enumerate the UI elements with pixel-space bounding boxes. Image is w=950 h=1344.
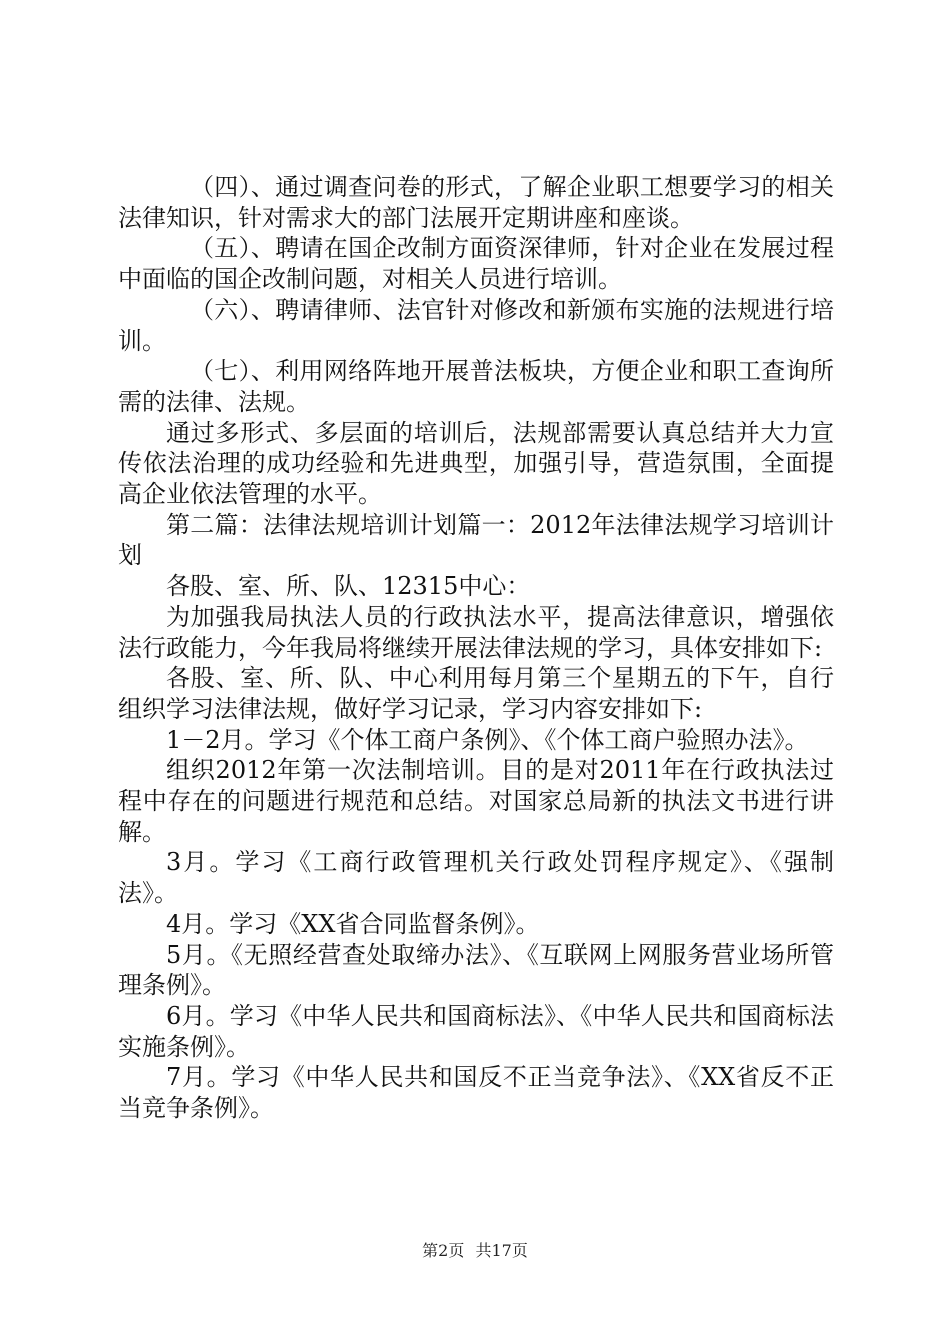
paragraph-item-5: （五）、聘请在国企改制方面资深律师，针对企业在发展过程中面临的国企改制问题，对相关人员进行培训。	[118, 234, 834, 294]
paragraph-schedule-note: 各股、室、所、队、中心利用每月第三个星期五的下午，自行组织学习法律法规，做好学习记录，学习内容安排如下:	[118, 664, 834, 723]
schedule-item-march: 3月。学习《工商行政管理机关行政处罚程序规定》、《强制法》。	[118, 848, 834, 908]
schedule-item-july: 7月。学习《中华人民共和国反不正当竞争法》、《XX省反不正当竞争条例》。	[118, 1063, 834, 1123]
paragraph-item-6: （六）、聘请律师、法官针对修改和新颁布实施的法规进行培训。	[118, 295, 834, 355]
schedule-item-june: 6月。学习《中华人民共和国商标法》、《中华人民共和国商标法实施条例》。	[118, 1001, 834, 1061]
schedule-item-training: 组织2012年第一次法制培训。目的是对2011年在行政执法过程中存在的问题进行规范和总结。对国家总局新的执法文书进行讲解。	[118, 756, 834, 846]
paragraph-summary: 通过多形式、多层面的培训后，法规部需要认真总结并大力宣传依法治理的成功经验和先进典型，加强引导，营造氛围，全面提高企业依法管理的水平。	[118, 418, 834, 509]
schedule-item-april: 4月。学习《XX省合同监督条例》。	[166, 909, 540, 938]
paragraph-item-4: （四）、通过调查问卷的形式，了解企业职工想要学习的相关法律知识，针对需求大的部门法展开定期讲座和座谈。	[118, 173, 834, 232]
page-footer	[0, 1238, 950, 1261]
schedule-item-may: 5月。《无照经营查处取缔办法》、《互联网上网服务营业场所管理条例》。	[118, 940, 834, 1000]
addressee-line: 各股、室、所、队、12315中心：	[166, 572, 531, 601]
paragraph-item-7: （七）、利用网络阵地开展普法板块，方便企业和职工查询所需的法律、法规。	[118, 357, 834, 416]
schedule-item-jan-feb: 1－2月。学习《个体工商户条例》、《个体工商户验照办法》。	[166, 725, 809, 754]
page-number: 第2页	[422, 1241, 465, 1260]
document-body	[118, 172, 834, 1124]
section-heading: 第二篇：法律法规培训计划篇一：2012年法律法规学习培训计划	[118, 510, 834, 570]
page-total: 共17页	[475, 1241, 528, 1260]
paragraph-intro: 为加强我局执法人员的行政执法水平，提高法律意识，增强依法行政能力，今年我局将继续开展法律法规的学习，具体安排如下:	[118, 602, 834, 662]
